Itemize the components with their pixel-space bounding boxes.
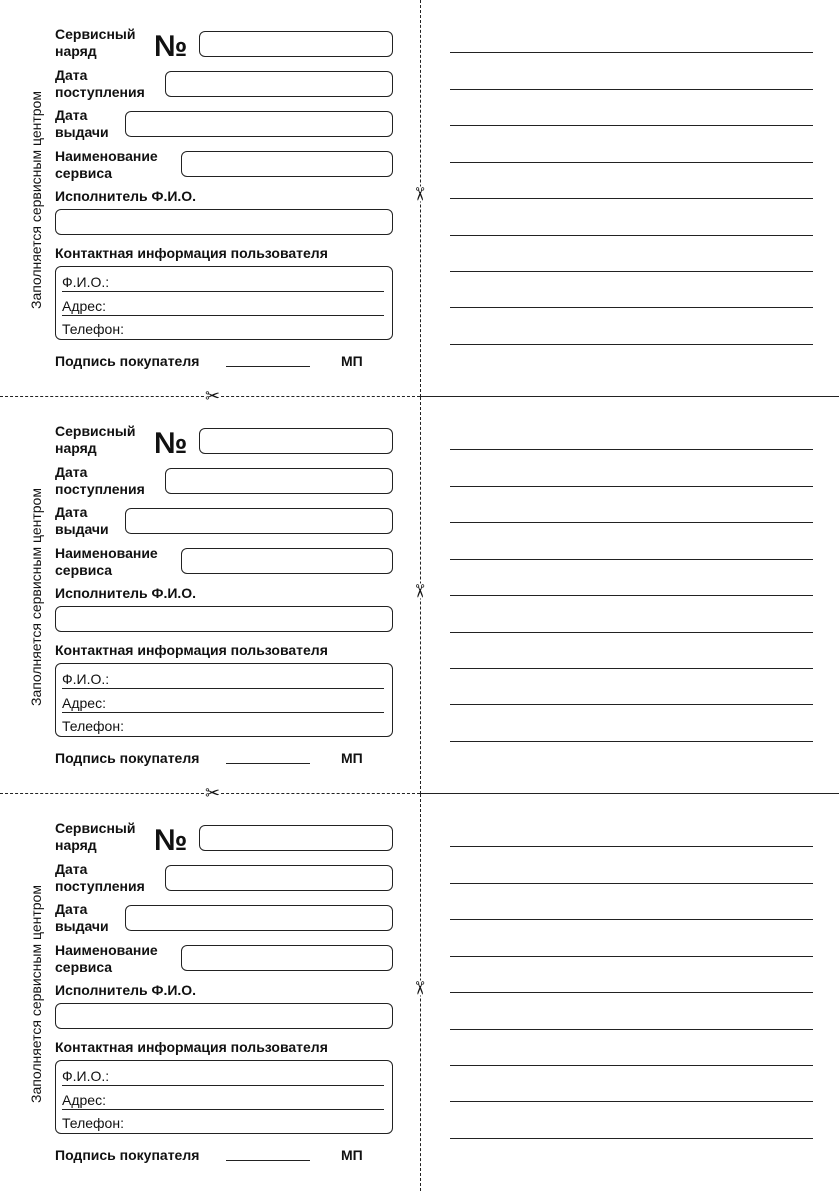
received-date-field[interactable] xyxy=(165,468,393,494)
service-name-field[interactable] xyxy=(181,945,393,971)
signature-line[interactable] xyxy=(226,366,310,367)
notes-line[interactable] xyxy=(450,846,813,847)
notes-line[interactable] xyxy=(450,1029,813,1030)
notes-line[interactable] xyxy=(450,449,813,450)
received-date-field[interactable] xyxy=(165,71,393,97)
contact-title: Контактная информация пользователя xyxy=(55,642,328,658)
service-coupon-1 xyxy=(0,0,839,406)
contact-address-line[interactable] xyxy=(62,1109,384,1110)
scissors-icon: ✂ xyxy=(205,783,221,803)
executor-field[interactable] xyxy=(55,209,393,235)
order-label: Сервисный наряд xyxy=(55,423,136,456)
notes-line[interactable] xyxy=(450,235,813,236)
contact-fio-label: Ф.И.О.: xyxy=(62,274,110,290)
notes-line[interactable] xyxy=(450,1065,813,1066)
contact-fio-label: Ф.И.О.: xyxy=(62,1068,110,1084)
stamp-label: МП xyxy=(341,750,363,766)
contact-fio-line[interactable] xyxy=(62,1085,384,1086)
executor-label: Исполнитель Ф.И.О. xyxy=(55,585,197,601)
service-name-field[interactable] xyxy=(181,151,393,177)
notes-line[interactable] xyxy=(450,919,813,920)
contact-title: Контактная информация пользователя xyxy=(55,1039,328,1055)
executor-label: Исполнитель Ф.И.О. xyxy=(55,982,197,998)
issued-date-field[interactable] xyxy=(125,508,393,534)
number-sign: № xyxy=(154,427,188,460)
signature-label: Подпись покупателя xyxy=(55,750,200,766)
scissors-icon: ✂ xyxy=(205,386,221,406)
issued-date-label: Дата выдачи xyxy=(55,107,109,140)
notes-line[interactable] xyxy=(450,704,813,705)
signature-line[interactable] xyxy=(226,1160,310,1161)
notes-line[interactable] xyxy=(450,307,813,308)
contact-box xyxy=(55,1060,393,1134)
contact-box xyxy=(55,266,393,340)
notes-line[interactable] xyxy=(450,162,813,163)
service-name-label: Наименование сервиса xyxy=(55,545,158,578)
contact-address-label: Адрес: xyxy=(62,695,106,711)
side-label: Заполняется сервисным центром xyxy=(28,488,44,706)
notes-line[interactable] xyxy=(450,668,813,669)
notes-line[interactable] xyxy=(450,883,813,884)
service-coupon-2 xyxy=(0,397,839,803)
contact-fio-label: Ф.И.О.: xyxy=(62,671,110,687)
notes-line[interactable] xyxy=(450,89,813,90)
order-number-field[interactable] xyxy=(199,825,393,851)
number-sign: № xyxy=(154,30,188,63)
order-label: Сервисный наряд xyxy=(55,820,136,853)
side-label: Заполняется сервисным центром xyxy=(28,91,44,309)
contact-phone-label: Телефон: xyxy=(62,1115,124,1131)
contact-address-line[interactable] xyxy=(62,712,384,713)
signature-label: Подпись покупателя xyxy=(55,1147,200,1163)
number-sign: № xyxy=(154,824,188,857)
received-date-label: Дата поступления xyxy=(55,464,145,497)
notes-line[interactable] xyxy=(450,198,813,199)
notes-line[interactable] xyxy=(450,271,813,272)
executor-label: Исполнитель Ф.И.О. xyxy=(55,188,197,204)
signature-line[interactable] xyxy=(226,763,310,764)
notes-line[interactable] xyxy=(450,125,813,126)
notes-line[interactable] xyxy=(450,956,813,957)
scissors-icon: ✂ xyxy=(409,186,430,202)
notes-line[interactable] xyxy=(450,992,813,993)
service-name-label: Наименование сервиса xyxy=(55,148,158,181)
issued-date-field[interactable] xyxy=(125,111,393,137)
stamp-label: МП xyxy=(341,1147,363,1163)
issued-date-field[interactable] xyxy=(125,905,393,931)
executor-field[interactable] xyxy=(55,606,393,632)
contact-fio-line[interactable] xyxy=(62,291,384,292)
notes-line[interactable] xyxy=(450,632,813,633)
signature-label: Подпись покупателя xyxy=(55,353,200,369)
order-label: Сервисный наряд xyxy=(55,26,136,59)
received-date-label: Дата поступления xyxy=(55,67,145,100)
received-date-field[interactable] xyxy=(165,865,393,891)
contact-fio-line[interactable] xyxy=(62,688,384,689)
notes-line[interactable] xyxy=(450,1138,813,1139)
notes-line[interactable] xyxy=(450,595,813,596)
issued-date-label: Дата выдачи xyxy=(55,504,109,537)
stamp-label: МП xyxy=(341,353,363,369)
order-number-field[interactable] xyxy=(199,31,393,57)
contact-box xyxy=(55,663,393,737)
notes-line[interactable] xyxy=(450,344,813,345)
service-coupon-3 xyxy=(0,794,839,1191)
scissors-icon: ✂ xyxy=(409,980,430,996)
contact-phone-label: Телефон: xyxy=(62,321,124,337)
service-name-label: Наименование сервиса xyxy=(55,942,158,975)
contact-title: Контактная информация пользователя xyxy=(55,245,328,261)
notes-line[interactable] xyxy=(450,486,813,487)
order-number-field[interactable] xyxy=(199,428,393,454)
executor-field[interactable] xyxy=(55,1003,393,1029)
notes-line[interactable] xyxy=(450,522,813,523)
side-label: Заполняется сервисным центром xyxy=(28,885,44,1103)
notes-line[interactable] xyxy=(450,559,813,560)
issued-date-label: Дата выдачи xyxy=(55,901,109,934)
notes-line[interactable] xyxy=(450,52,813,53)
notes-line[interactable] xyxy=(450,1101,813,1102)
contact-address-line[interactable] xyxy=(62,315,384,316)
contact-address-label: Адрес: xyxy=(62,298,106,314)
scissors-icon: ✂ xyxy=(409,583,430,599)
contact-phone-label: Телефон: xyxy=(62,718,124,734)
notes-line[interactable] xyxy=(450,741,813,742)
received-date-label: Дата поступления xyxy=(55,861,145,894)
service-name-field[interactable] xyxy=(181,548,393,574)
contact-address-label: Адрес: xyxy=(62,1092,106,1108)
